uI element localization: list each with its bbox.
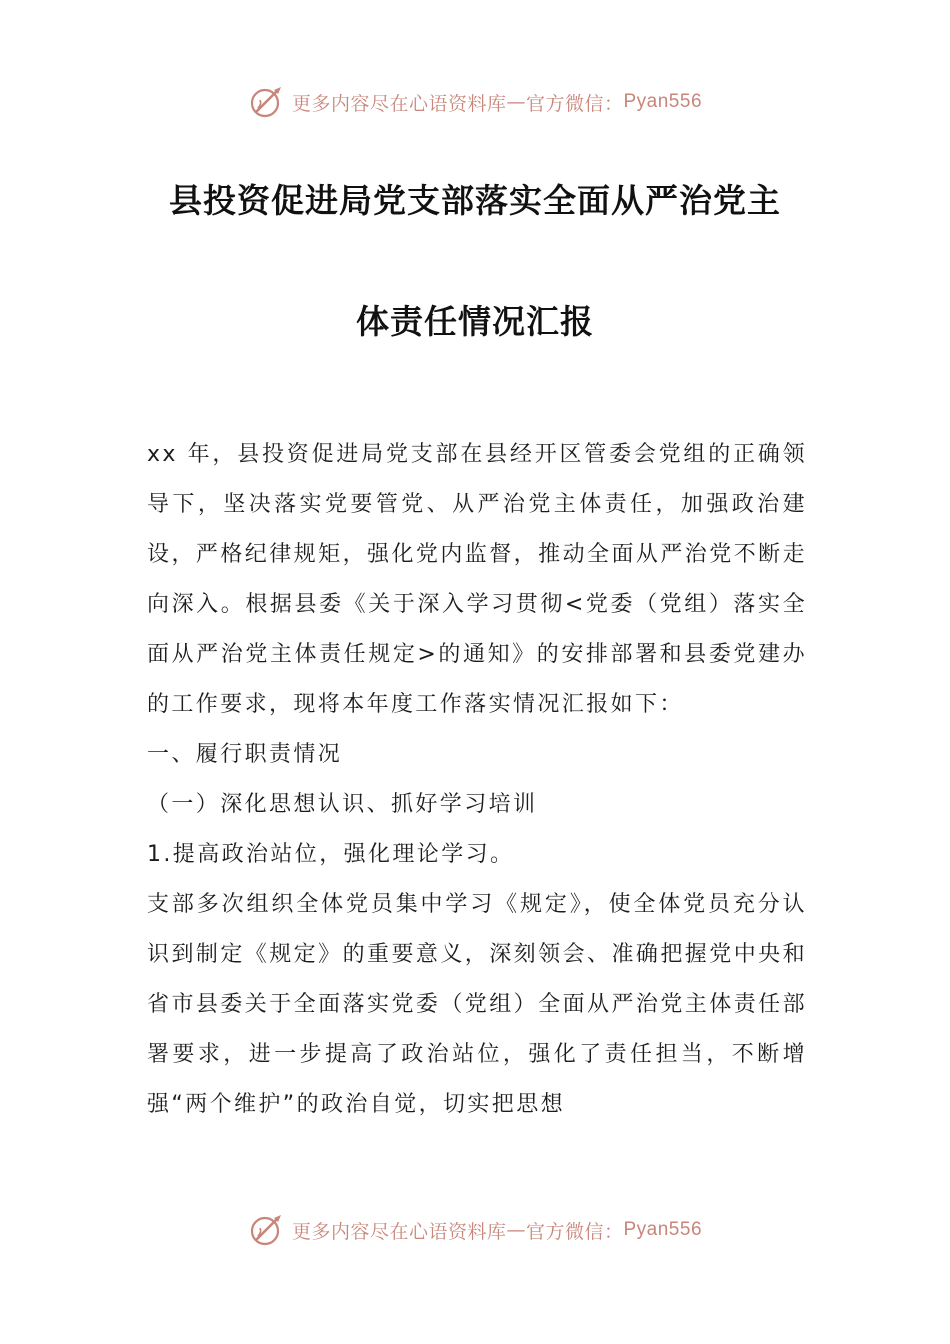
pen-in-circle-icon [248,84,286,120]
watermark-text: 更多内容尽在心语资料库 [291,92,507,115]
watermark-wechat-label: 官方微信： [525,1220,624,1243]
watermark-dash: — [506,1219,526,1241]
watermark-wechat-label: 官方微信： [525,92,624,115]
watermark-wechat-id: Pyan556 [623,91,703,112]
document-title-line-2: 体责任情况汇报 [356,302,594,341]
section-heading-1: 一、履行职责情况 [147,742,343,767]
header-watermark [0,82,950,122]
footer-watermark [0,1210,950,1250]
paragraph-study: 支部多次组织全体党员集中学习《规定》，使全体党员充分认识到制定《规定》的重要意义，深刻领会、准确把握党中央和省市县委关于全面落实党委（党组）全面从严治党主体责任部署要求，进一步提高了政治站位，强化了责任担当，不断增强“两个维护”的政治自觉，切实把思想 [147,892,807,1117]
watermark-wechat-id: Pyan556 [623,1219,703,1240]
watermark-dash: — [506,91,526,113]
document-title-line-1: 县投资促进局党支部落实全面从严治党主 [169,181,781,220]
item-heading-1: 1.提高政治站位，强化理论学习。 [147,842,515,867]
subsection-heading-1: （一）深化思想认识、抓好学习培训 [147,792,538,817]
paragraph-intro: xx 年，县投资促进局党支部在县经开区管委会党组的正确领导下，坚决落实党要管党、从严治党主体责任，加强政治建设，严格纪律规矩，强化党内监督，推动全面从严治党不断走向深入。根据县委《关于深入学习贯彻<党委（党组）落实全面从严治党主体责任规定>的通知》的安排部署和县委党建办的工作要求，现将本年度工作落实情况汇报如下： [147,442,807,717]
pen-in-circle-icon [248,1212,286,1248]
document-body [147,430,807,1130]
watermark-text: 更多内容尽在心语资料库 [291,1220,507,1243]
